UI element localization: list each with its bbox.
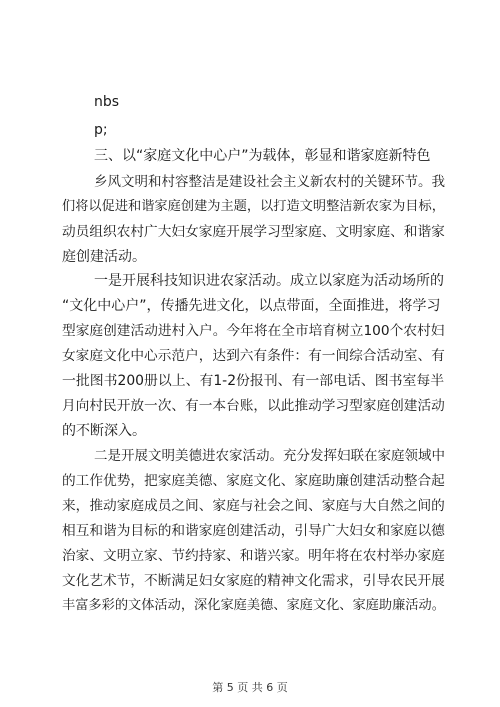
text-line: 来，推动家庭成员之间、家庭与社会之间、家庭与大自然之间的 (62, 498, 445, 514)
page-number-footer: 第 5 页 共 6 页 (212, 681, 288, 694)
text-line: 月向村民开放一次、有一本台账，以此推动学习型家庭创建活动 (62, 398, 445, 414)
text-line: 动员组织农村广大妇女家庭开展学习型家庭、文明家庭、和谐家 (62, 224, 445, 240)
text-line: “文化中心户”，传播先进文化，以点带面，全面推进，将学习 (62, 298, 441, 314)
text-line: nbs (94, 94, 120, 110)
text-line: 治家、文明立家、节约持家、和谐兴家。明年将在农村举办家庭 (62, 548, 445, 564)
text-line: 乡风文明和村容整洁是建设社会主义新农村的关键环节。我 (94, 174, 445, 190)
text-line: 的工作优势，把家庭美德、家庭文化、家庭助廉创建活动整合起 (62, 473, 445, 489)
text-line: 二是开展文明美德进农家活动。充分发挥妇联在家庭领域中 (94, 448, 445, 464)
text-line: 一是开展科技知识进农家活动。成立以家庭为活动场所的 (94, 273, 444, 289)
section-heading: 三、以“家庭文化中心户”为载体，彰显和谐家庭新特色 (94, 148, 431, 164)
text-line: 庭创建活动。 (62, 249, 146, 265)
text-line: 丰富多彩的文体活动，深化家庭美德、家庭文化、家庭助廉活动。 (62, 598, 445, 613)
text-line: p; (94, 122, 108, 138)
text-line: 型家庭创建活动进村入户。今年将在全市培育树立100个农村妇 (62, 323, 445, 339)
text-line: 们将以促进和谐家庭创建为主题，以打造文明整洁新农家为目标， (62, 199, 445, 214)
text-line: 一批图书200册以上、有1-2份报刊、有一部电话、图书室每半 (62, 373, 445, 389)
text-line: 文化艺术节，不断满足妇女家庭的精神文化需求，引导农民开展 (62, 573, 445, 589)
text-line: 的不断深入。 (62, 423, 146, 439)
text-line: 相互和谐为目标的和谐家庭创建活动，引导广大妇女和家庭以德 (62, 523, 445, 539)
text-line: 女家庭文化中心示范户，达到六有条件：有一间综合活动室、有 (62, 348, 445, 364)
